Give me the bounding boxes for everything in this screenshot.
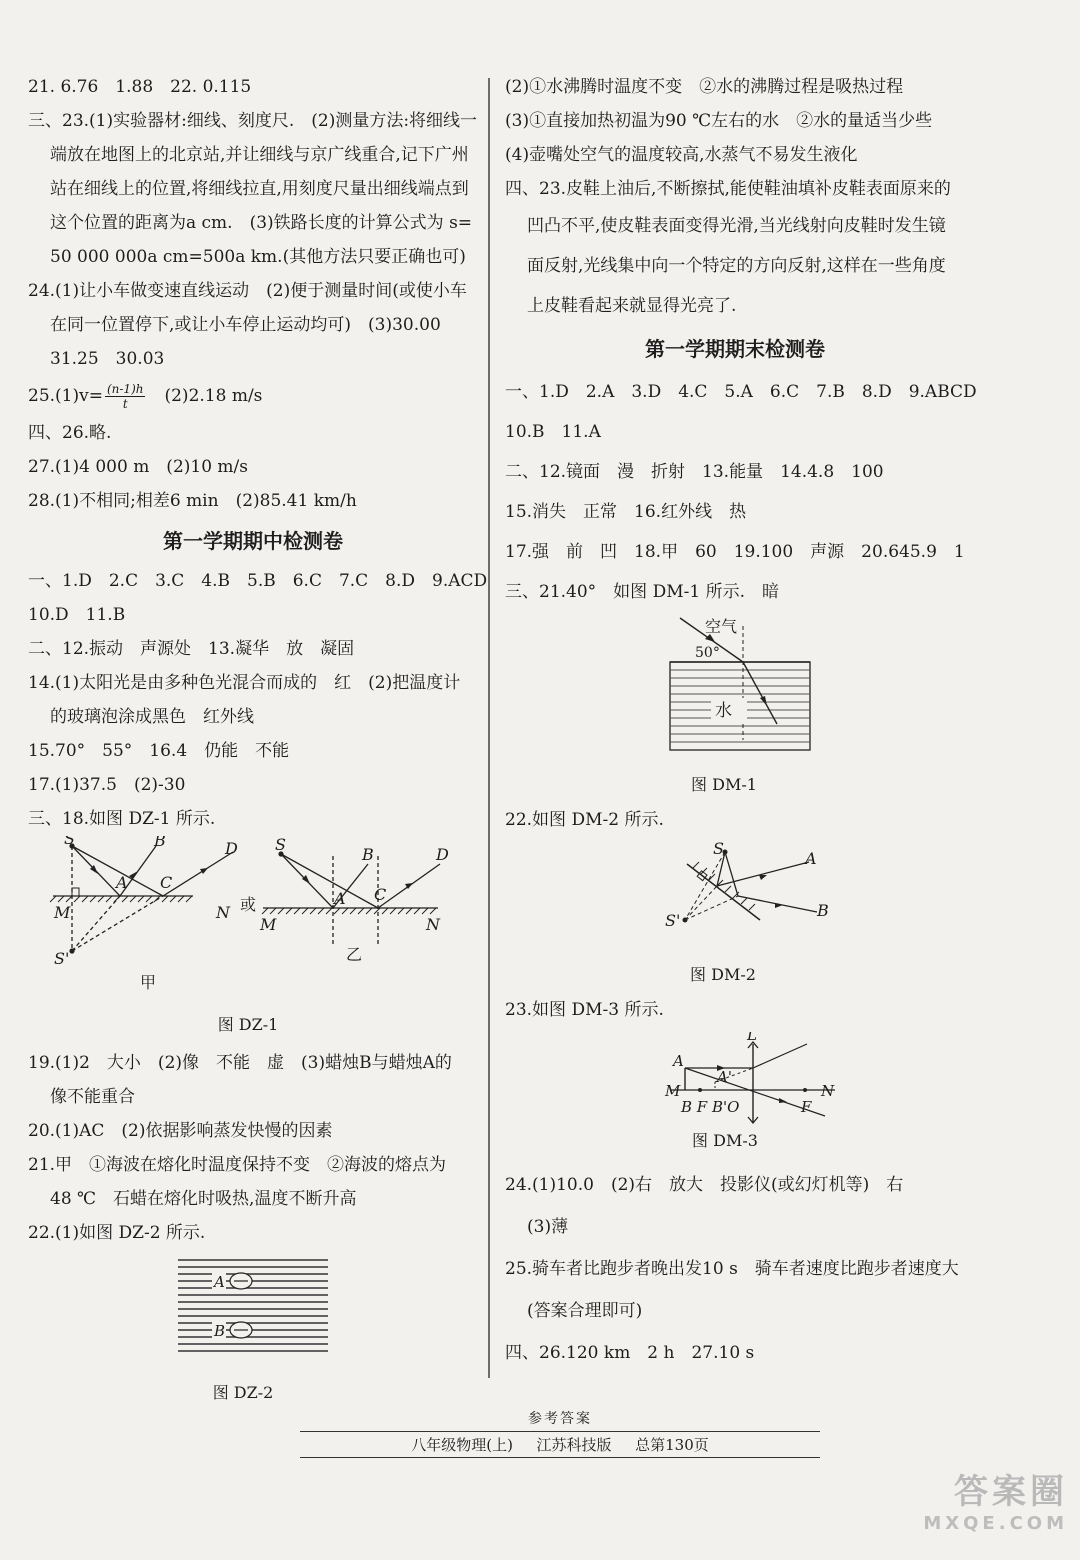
answer-line: 15.70° 55° 16.4 仍能 不能 [28, 741, 290, 761]
or-label: 或 [240, 895, 257, 914]
water-label: 水 [715, 701, 732, 721]
answer-line: 28.(1)不相同;相差6 min (2)85.41 km/h [28, 491, 357, 511]
watermark-url: MXQE.COM [923, 1513, 1068, 1534]
yi-label: 乙 [346, 945, 363, 964]
answer-line: 27.(1)4 000 m (2)10 m/s [28, 457, 248, 477]
answer-line: 50 000 000a cm=500a km.(其他方法只要正确也可) [50, 247, 466, 267]
label-s: S [64, 836, 75, 848]
q25-numerator: (n-1)h [106, 382, 144, 396]
answer-line: 19.(1)2 大小 (2)像 不能 虚 (3)蜡烛B与蜡烛A的 [28, 1053, 452, 1073]
answer-line: 14.(1)太阳光是由多种色光混合而成的 红 (2)把温度计 [28, 673, 461, 693]
figure-dz2 [28, 1250, 478, 1406]
label-b: B [214, 1322, 226, 1340]
figure-dm3-diagram [505, 1032, 965, 1124]
label-s: S [713, 842, 724, 858]
answer-line: 三、21.40° 如图 DM-1 所示. 暗 [505, 582, 779, 602]
q25-prefix: 25.(1)v= [28, 386, 103, 406]
figure-caption: 图 DM-3 [692, 1131, 758, 1150]
figure-dz1 [28, 836, 478, 1038]
label-l: L [747, 1032, 757, 1044]
answer-line: 22.(1)如图 DZ-2 所示. [28, 1223, 206, 1243]
label-bottom: B F B'O [681, 1098, 740, 1116]
midterm-section-title: 第一学期期中检测卷 [163, 529, 343, 553]
answer-line: 24.(1)让小车做变速直线运动 (2)便于测量时间(或使小车 [28, 281, 467, 301]
label-a: A [214, 1273, 225, 1291]
final-section-title: 第一学期期末检测卷 [645, 337, 825, 361]
answer-line: 端放在地图上的北京站,并让细线与京广线重合,记下广州 [50, 145, 469, 165]
answer-line: 10.D 11.B [28, 605, 126, 625]
figure-caption: 图 DM-1 [691, 775, 757, 794]
label-a: A [673, 1052, 684, 1070]
page-footer [300, 1408, 820, 1460]
q25-suffix: (2)2.18 m/s [147, 386, 263, 406]
answer-line: (答案合理即可) [527, 1301, 643, 1321]
answer-line: 四、26.略. [28, 423, 112, 443]
answer-line: 31.25 30.03 [50, 349, 165, 369]
answer-line: 四、26.120 km 2 h 27.10 s [505, 1343, 755, 1363]
label-n: N [821, 1082, 835, 1100]
answer-line: 在同一位置停下,或让小车停止运动均可) (3)30.00 [50, 315, 441, 335]
column-divider [488, 78, 490, 1378]
watermark-text: 答案圈 [954, 1472, 1068, 1512]
label-n: N [216, 903, 230, 922]
label-a: A [805, 849, 817, 868]
answer-line: 25.骑车者比跑步者晚出发10 s 骑车者速度比跑步者速度大 [505, 1259, 959, 1279]
label-c: C [160, 873, 173, 892]
footer-subject: 八年级物理(上) [411, 1436, 513, 1454]
answer-line: 20.(1)AC (2)依据影响蒸发快慢的因素 [28, 1121, 333, 1141]
figure-caption: 图 DZ-1 [217, 1015, 279, 1034]
label-s-prime: S' [54, 949, 70, 968]
answer-line: 凹凸不平,使皮鞋表面变得光滑,当光线射向皮鞋时发生镜 [527, 216, 946, 236]
label-m: M [54, 903, 71, 922]
label-m: M [260, 915, 277, 934]
label-a: A [116, 873, 128, 892]
label-s-prime: S' [665, 911, 681, 930]
figure-caption: 图 DZ-2 [212, 1383, 274, 1402]
label-d: D [225, 839, 238, 858]
answer-line: (3)①直接加热初温为90 ℃左右的水 ②水的量适当少些 [505, 111, 933, 131]
answer-line: 三、23.(1)实验器材:细线、刻度尺. (2)测量方法:将细线一 [28, 111, 478, 131]
answer-line: 三、18.如图 DZ-1 所示. [28, 809, 216, 829]
figure-dm1-diagram [505, 612, 965, 760]
figure-dz1-diagram [28, 836, 478, 1006]
figure-caption: 图 DM-2 [690, 965, 756, 984]
label-d: D [436, 845, 449, 864]
footer-page-number: 总第130页 [635, 1436, 709, 1454]
answer-line: 一、1.D 2.A 3.D 4.C 5.A 6.C 7.B 8.D 9.ABCD [505, 382, 977, 402]
answer-line: 这个位置的距离为a cm. (3)铁路长度的计算公式为 s= [50, 213, 473, 233]
answer-line: (4)壶嘴处空气的温度较高,水蒸气不易发生液化 [505, 145, 858, 165]
answer-line: 24.(1)10.0 (2)右 放大 投影仪(或幻灯机等) 右 [505, 1175, 904, 1195]
label-b: B [817, 901, 829, 920]
left-column [28, 70, 488, 1406]
answer-line: 的玻璃泡涂成黑色 红外线 [50, 707, 254, 727]
answer-line: 17.(1)37.5 (2)-30 [28, 775, 186, 795]
label-f: F [801, 1098, 812, 1116]
figure-dm1 [505, 612, 965, 798]
answer-line: 15.消失 正常 16.红外线 热 [505, 502, 747, 522]
answer-line: 10.B 11.A [505, 422, 601, 442]
answer-line: 二、12.镜面 漫 折射 13.能量 14.4.8 100 [505, 462, 884, 482]
answer-line: (2)①水沸腾时温度不变 ②水的沸腾过程是吸热过程 [505, 77, 904, 97]
footer-edition: 江苏科技版 [536, 1436, 612, 1454]
answer-line: 21.甲 ①海波在熔化时温度保持不变 ②海波的熔点为 [28, 1155, 447, 1175]
answer-line: 22.如图 DM-2 所示. [505, 810, 664, 830]
footer-rule [300, 1457, 820, 1458]
label-s: S [275, 836, 286, 854]
answer-line: 二、12.振动 声源处 13.凝华 放 凝固 [28, 639, 355, 659]
footer-rule [300, 1431, 820, 1432]
figure-dm2-diagram [505, 842, 965, 950]
answer-line: 17.强 前 凹 18.甲 60 19.100 声源 20.645.9 1 [505, 542, 965, 562]
label-m: M [665, 1082, 681, 1100]
figure-dz2-diagram [28, 1250, 478, 1368]
label-b: B [362, 845, 374, 864]
right-column [505, 70, 977, 1374]
answer-line: 四、23.皮鞋上油后,不断擦拭,能使鞋油填补皮鞋表面原来的 [505, 179, 951, 199]
answer-line: 像不能重合 [50, 1087, 135, 1107]
label-b: B [154, 836, 166, 850]
figure-dm3 [505, 1032, 965, 1154]
answer-line: 21. 6.76 1.88 22. 0.115 [28, 77, 252, 97]
answer-line: 站在细线上的位置,将细线拉直,用刻度尺量出细线端点到 [50, 179, 469, 199]
jia-label: 甲 [140, 973, 157, 992]
answer-q25 [28, 376, 478, 416]
answer-line: (3)薄 [527, 1217, 569, 1237]
answer-line: 上皮鞋看起来就显得光亮了. [527, 296, 737, 316]
air-label: 空气 [705, 617, 738, 636]
answer-line: 一、1.D 2.C 3.C 4.B 5.B 6.C 7.C 8.D 9.ACD [28, 571, 488, 591]
angle-label: 50° [695, 645, 720, 661]
answer-line: 23.如图 DM-3 所示. [505, 1000, 664, 1020]
answer-line: 面反射,光线集中向一个特定的方向反射,这样在一些角度 [527, 256, 946, 276]
label-a-prime: A' [717, 1068, 732, 1086]
answer-line: 48 ℃ 石蜡在熔化时吸热,温度不断升高 [50, 1189, 357, 1209]
figure-dm2 [505, 842, 965, 988]
label-a: A [334, 889, 346, 908]
q25-denominator: t [122, 397, 128, 411]
label-c: C [374, 885, 387, 904]
watermark-logo [868, 1472, 1068, 1552]
footer-info [300, 1434, 820, 1456]
footer-title: 参考答案 [528, 1411, 592, 1427]
label-n: N [426, 915, 440, 934]
